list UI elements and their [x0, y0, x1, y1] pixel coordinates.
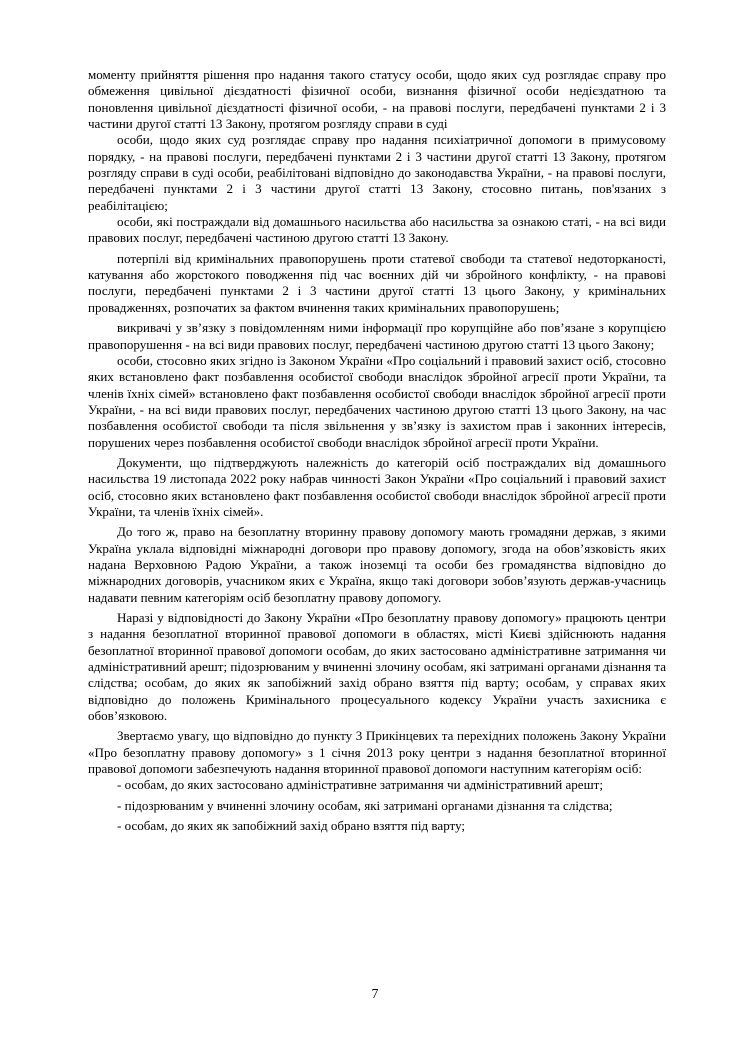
document-body [88, 67, 666, 834]
paragraph-deprived-of-liberty: особи, стосовно яких згідно із Законом України «Про соціальний і правовий захист осіб, стосовно яких встановлено факт позбавлення особистої свободи внаслідок збройної агресії проти України, та членів їхніх сімей» встановлено факт позбавлення особистої свободи внаслідок збройної агресії проти України, - на всі види правових послуг, передбачених частиною другою статті 13 цього Закону, на час позбавлення особистої свободи та після звільнення у зв’язку із захистом прав і законних інтересів, порушених через позбавлення особистої свободи внаслідок збройної агресії проти України. [88, 352, 666, 450]
page-number: 7 [371, 986, 379, 1001]
list-item-suspects-detained: - підозрюваним у вчиненні злочину особам, які затримані органами дізнання та слідства; [117, 797, 613, 813]
paragraph-continuation: моменту прийняття рішення про надання такого статусу особи, щодо яких суд розглядає справу про обмеження цивільної дієздатності фізичної особи, визнання фізичної особи недієздатною та поновлення цивільної дієздатності фізичної особи, - на правові послуги, передбачені пунктами 2 і 3 частини другої статті 13 Закону, протягом розгляду справи в суді [88, 67, 666, 132]
paragraph-domestic-violence: особи, які постраждали від домашнього насильства або насильства за ознакою статі, - на всі види правових послуг, передбачені частиною другою статті 13 Закону. [88, 214, 666, 246]
paragraph-documents: Документи, що підтверджують належність до категорій осіб постраждалих від домашнього насильства 19 листопада 2022 року набрав чинності Закон України «Про соціальний і правовий захист осіб, стосовно яких встановлено факт позбавлення особистої свободи внаслідок збройної агресії проти України, та членів їхніх сімей». [88, 454, 666, 519]
paragraph-victims-sexual-crimes: потерпілі від кримінальних правопорушень проти статевої свободи та статевої недоторканості, катування або жорстокого поводження під час воєнних дій чи збройного конфлікту, - на правові послуги, передбачені пунктами 2 і 3 частини другої статті 13 цього Закону, у кримінальних провадженнях, розпочатих за фактом вчинення таких кримінальних правопорушень; [88, 250, 666, 315]
list-item-custody: - особам, до яких як запобіжний захід обрано взяття під варту; [117, 818, 466, 834]
paragraph-whistleblowers: викривачі у зв’язку з повідомленням ними інформації про корупційне або пов’язане з корупцією правопорушення - на всі види правових послуг, передбачені частиною другою статті 13 цього Закону; [88, 320, 666, 352]
paragraph-psychiatric-rehabilitated: особи, щодо яких суд розглядає справу про надання психіатричної допомоги в примусовому порядку, - на правові послуги, передбачені пунктами 2 і 3 частини другої статті 13 Закону, протягом розгляду справи в суді особи, реабілітовані відповідно до законодавства України, - на правові послуги, передбачені пунктами 2 і 3 частини другої статті 13 Закону, стосовно питань, пов'язаних з реабілітацією; [88, 132, 666, 213]
paragraph-attention: Звертаємо увагу, що відповідно до пункту 3 Прикінцевих та перехідних положень Закону України «Про безоплатну правову допомогу» з 1 січня 2013 року центри з надання безоплатної вторинної правової допомоги забезпечують надання вторинної правової допомоги наступним категоріям осіб: [88, 728, 666, 777]
list-item-administrative-detention: - особам, до яких застосовано адміністративне затримання чи адміністративний арешт; [117, 777, 603, 793]
paragraph-foreigners: До того ж, право на безоплатну вторинну правову допомогу мають громадяни держав, з якими Україна уклала відповідні міжнародні договори про правову допомогу, згода на обов’язковість яких надана Верховною Радою України, а також іноземці та особи без громадянства відповідно до міжнародних договорів, учасником яких є Україна, якщо такі договори зобов’язують держав-учасниць надавати певним категоріям осіб безоплатну правову допомогу. [88, 524, 666, 605]
paragraph-centers: Наразі у відповідності до Закону України «Про безоплатну правову допомогу» працюють центри з надання безоплатної вторинної правової допомоги в областях, місті Києві здійснюють надання безоплатної вторинної правової допомоги особам, до яких застосовано адміністративне затримання чи адміністративний арешт; підозрюваним у вчиненні злочину особам, які затримані органами дізнання та слідства; особам, до яких як запобіжний захід обрано взяття під варту; особам, у справах яких відповідно до положень Кримінального процесуального кодексу України участь захисника є обов’язковою. [88, 610, 666, 724]
